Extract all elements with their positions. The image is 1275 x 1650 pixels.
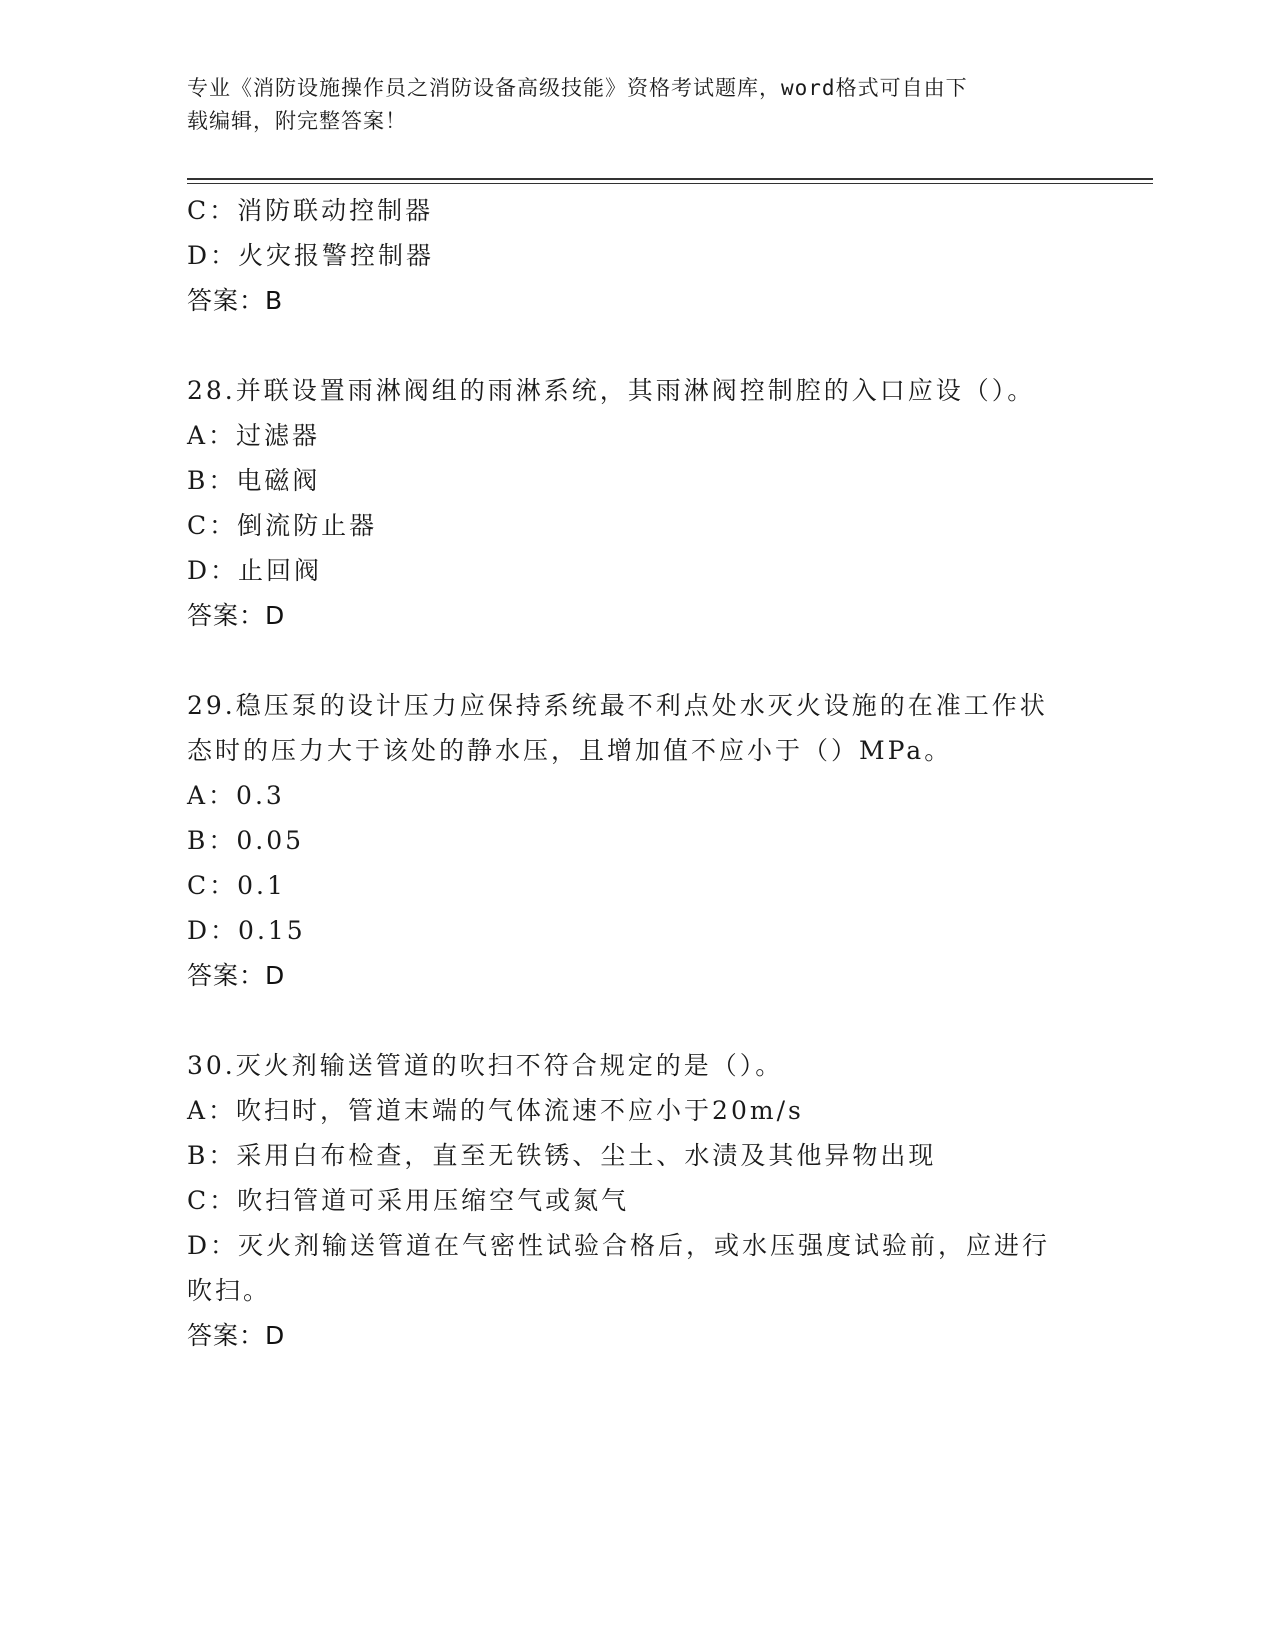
q28-option-c: C：倒流防止器 <box>187 511 378 540</box>
document-header <box>187 72 1067 138</box>
spacer <box>187 638 1087 683</box>
question-30 <box>187 1043 1087 1358</box>
q27-option-d: D：火灾报警控制器 <box>187 241 435 270</box>
q30-option-d-line-1: D：灭火剂输送管道在气密性试验合格后，或水压强度试验前，应进行 <box>187 1231 1051 1260</box>
q28-option-a: A：过滤器 <box>187 421 321 450</box>
question-list <box>187 188 1087 1358</box>
q30-stem: 30.灭火剂输送管道的吹扫不符合规定的是（）。 <box>187 1051 784 1080</box>
question-29 <box>187 683 1087 998</box>
spacer <box>187 998 1087 1043</box>
q29-option-b: B：0.05 <box>187 826 305 855</box>
q27-answer: 答案：B <box>187 286 284 315</box>
q30-option-a: A：吹扫时，管道末端的气体流速不应小于20m/s <box>187 1096 804 1125</box>
q27-option-c: C：消防联动控制器 <box>187 196 434 225</box>
q29-option-a: A：0.3 <box>187 781 285 810</box>
q30-answer: 答案：D <box>187 1321 286 1350</box>
q30-option-c: C：吹扫管道可采用压缩空气或氮气 <box>187 1186 630 1215</box>
question-27-remainder <box>187 188 1087 323</box>
header-divider-thick <box>187 178 1153 180</box>
q29-answer: 答案：D <box>187 961 286 990</box>
q29-stem-line-2: 态时的压力大于该处的静水压，且增加值不应小于（）MPa。 <box>187 736 953 765</box>
header-line-1: 专业《消防设施操作员之消防设备高级技能》资格考试题库，word格式可自由下 <box>187 76 968 100</box>
q30-option-d-line-2: 吹扫。 <box>187 1276 272 1305</box>
q29-option-d: D：0.15 <box>187 916 306 945</box>
q28-option-d: D：止回阀 <box>187 556 323 585</box>
q28-option-b: B：电磁阀 <box>187 466 321 495</box>
q28-stem: 28.并联设置雨淋阀组的雨淋系统，其雨淋阀控制腔的入口应设（）。 <box>187 376 1036 405</box>
question-28 <box>187 368 1087 638</box>
q30-option-b: B：采用白布检查，直至无铁锈、尘土、水渍及其他异物出现 <box>187 1141 937 1170</box>
q29-stem-line-1: 29.稳压泵的设计压力应保持系统最不利点处水灭火设施的在准工作状 <box>187 691 1048 720</box>
header-divider-thin <box>187 183 1153 184</box>
header-line-2: 载编辑，附完整答案！ <box>187 109 407 133</box>
q29-option-c: C：0.1 <box>187 871 286 900</box>
spacer <box>187 323 1087 368</box>
q28-answer: 答案：D <box>187 601 286 630</box>
